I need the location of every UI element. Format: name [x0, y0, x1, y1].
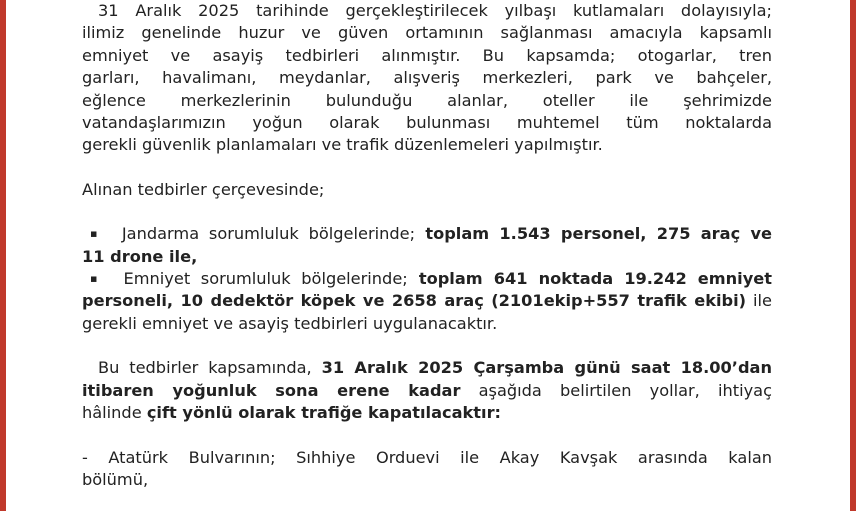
bullet-jandarma-lead: Jandarma sorumluluk bölgelerinde;	[121, 224, 416, 244]
bullet-emniyet-tail: ile	[746, 291, 772, 311]
text-line: garları, havalimanı, meydanlar, alışveriş merkezleri, park ve bahçeler,	[82, 68, 772, 88]
text-line: gerekli güvenlik planlamaları ve trafik düzenlemeleri yapılmıştır.	[82, 135, 603, 155]
closures-until: itibaren yoğunluk sona erene kadar	[82, 380, 461, 400]
bullet-emniyet	[82, 268, 772, 335]
paragraph-road-closures	[82, 357, 772, 424]
paragraph-intro	[82, 0, 772, 157]
announcement-body	[82, 0, 772, 491]
right-red-border	[850, 0, 856, 511]
text-line: emniyet ve asayiş tedbirleri alınmıştır. Bu kapsamda; otogarlar, tren	[82, 45, 772, 65]
text-line: 31 Aralık 2025 tarihinde gerçekleştirilecek yılbaşı kutlamaları dolayısıyla;	[98, 1, 772, 20]
bullet-emniyet-bold: toplam 641 noktada 19.242 emniyet	[407, 269, 772, 289]
text-line: vatandaşlarımızın yoğun olarak bulunması muhtemel tüm noktalarda	[82, 113, 772, 133]
left-red-border	[0, 0, 6, 511]
closures-lead: Bu tedbirler kapsamında,	[98, 358, 322, 378]
text-line: ilimiz genelinde huzur ve güven ortamının sağlanması amacıyla kapsamlı	[82, 23, 772, 43]
closures-if-needed: hâlinde	[82, 403, 147, 423]
closures-both-ways: çift yönlü olarak trafiğe kapatılacaktır:	[146, 403, 502, 423]
road-item-line: - Atatürk Bulvarının; Sıhhiye Orduevi ile Akay Kavşak arasında kalan	[82, 447, 772, 467]
road-item-line: bölümü,	[82, 469, 149, 489]
text-line: eğlence merkezlerinin bulunduğu alanlar, oteller ile şehrimizde	[82, 90, 772, 110]
bullet-jandarma-bold: toplam 1.543 personel, 275 araç ve	[415, 224, 772, 244]
bullet-emniyet-lead: Emniyet sorumluluk bölgelerinde;	[123, 269, 408, 289]
bullet-jandarma-bold-cont: 11 drone ile,	[82, 246, 198, 266]
bullet-emniyet-end: gerekli emniyet ve asayiş tedbirleri uygulanacaktır.	[82, 313, 498, 333]
bullet-emniyet-bold-cont: personeli, 10 dedektör köpek ve 2658 araç (2101ekip+557 trafik ekibi)	[82, 291, 747, 311]
closures-date: 31 Aralık 2025 Çarşamba günü saat 18.00’dan	[321, 358, 772, 378]
closures-roads: aşağıda belirtilen yollar, ihtiyaç	[460, 380, 772, 400]
paragraph-measures-intro: Alınan tedbirler çerçevesinde;	[82, 179, 325, 199]
road-item-ataturk	[82, 447, 772, 492]
bullet-jandarma	[82, 223, 772, 268]
